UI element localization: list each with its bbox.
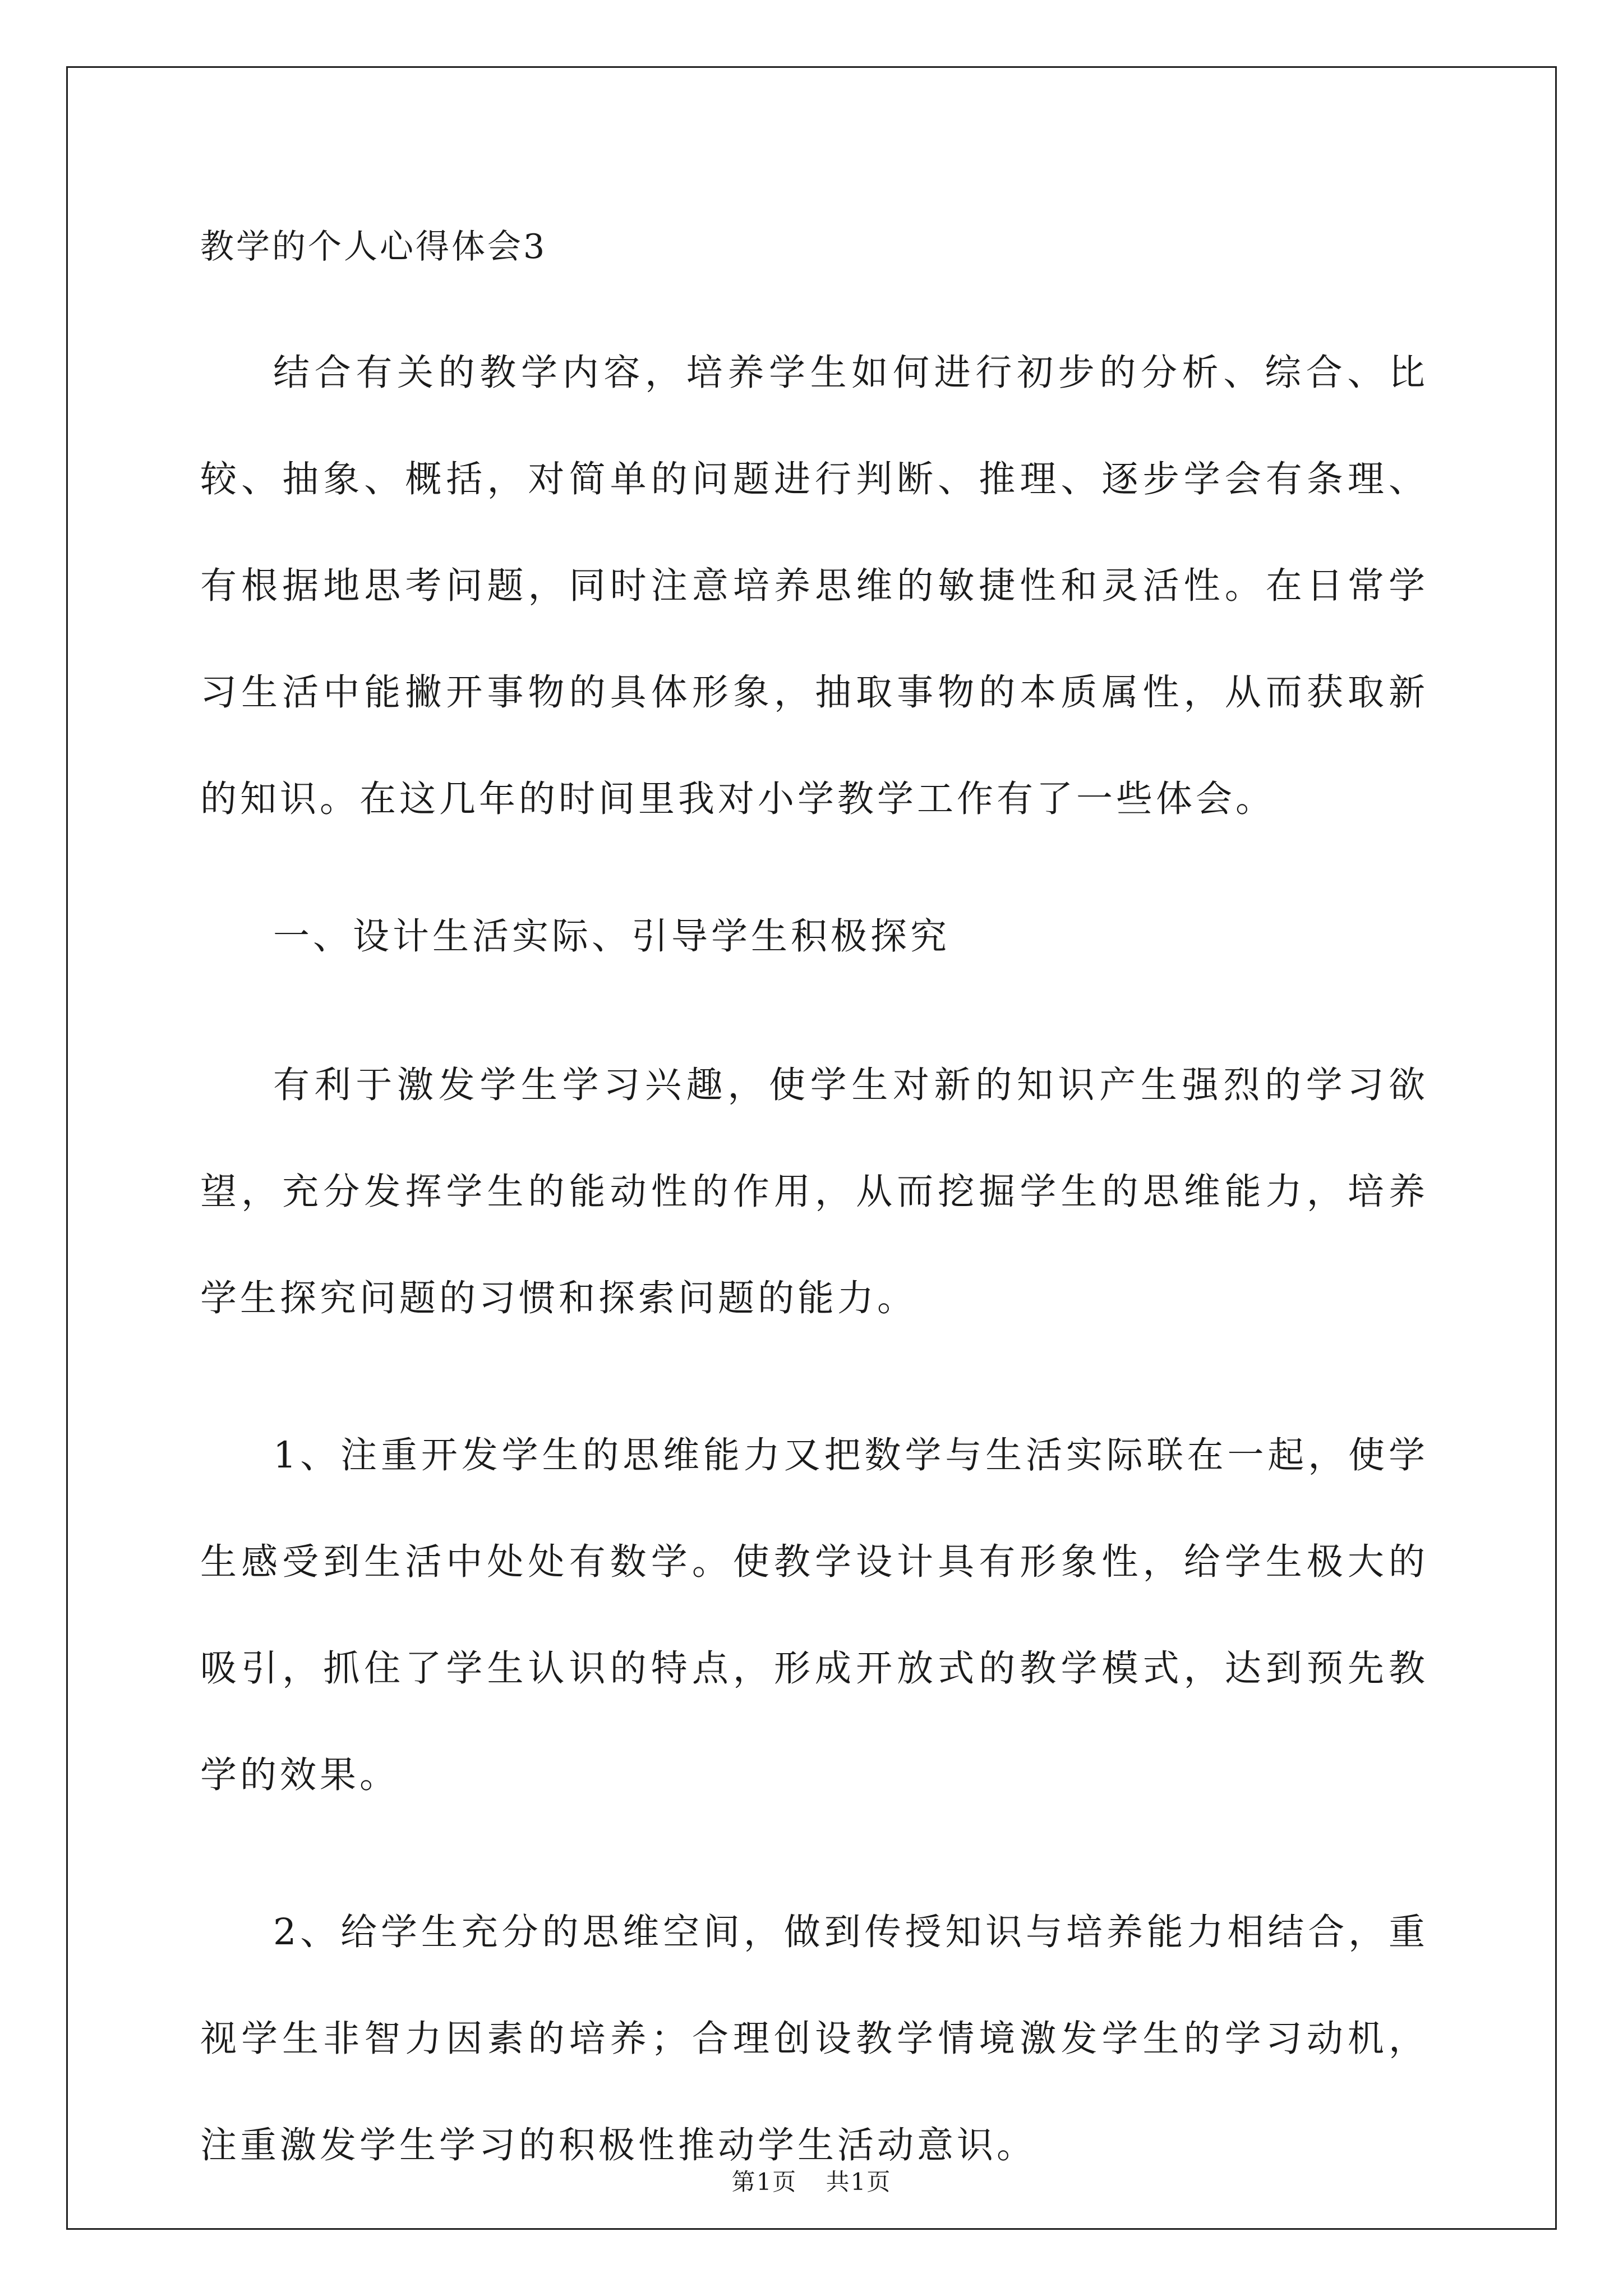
document-title: 教学的个人心得体会3 [200, 227, 547, 266]
section-heading-1: 一、设计生活实际、引导学生积极探究 [273, 915, 951, 958]
paragraph-point-2: 2、给学生充分的思维空间，做到传授知识与培养能力相结合，重视学生非智力因素的培养；合理创设教学情境激发学生的学习动机，注重激发学生学习的积极性推动学生活动意识。 [200, 1911, 1428, 2166]
page-number-total: 共1页 [826, 2168, 892, 2196]
paragraph-intro: 结合有关的教学内容，培养学生如何进行初步的分析、综合、比较、抽象、概括，对简单的问题进行判断、推理、逐步学会有条理、有根据地思考问题，同时注意培养思维的敏捷性和灵活性。在日常学习生活中能撇开事物的具体形象，抽取事物的本质属性，从而获取新的知识。在这几年的时间里我对小学教学工作有了一些体会。 [200, 352, 1428, 820]
paragraph-point-1: 1、注重开发学生的思维能力又把数学与生活实际联在一起，使学生感受到生活中处处有数学。使教学设计具有形象性，给学生极大的吸引，抓住了学生认识的特点，形成开放式的教学模式，达到预先教学的效果。 [200, 1434, 1428, 1796]
document-body [200, 213, 1428, 2249]
page-number-current: 第1页 [731, 2168, 797, 2196]
page-footer [0, 2165, 1623, 2199]
paragraph-section-1: 有利于激发学生学习兴趣，使学生对新的知识产生强烈的学习欲望，充分发挥学生的能动性的作用，从而挖掘学生的思维能力，培养学生探究问题的习惯和探索问题的能力。 [200, 1064, 1428, 1319]
